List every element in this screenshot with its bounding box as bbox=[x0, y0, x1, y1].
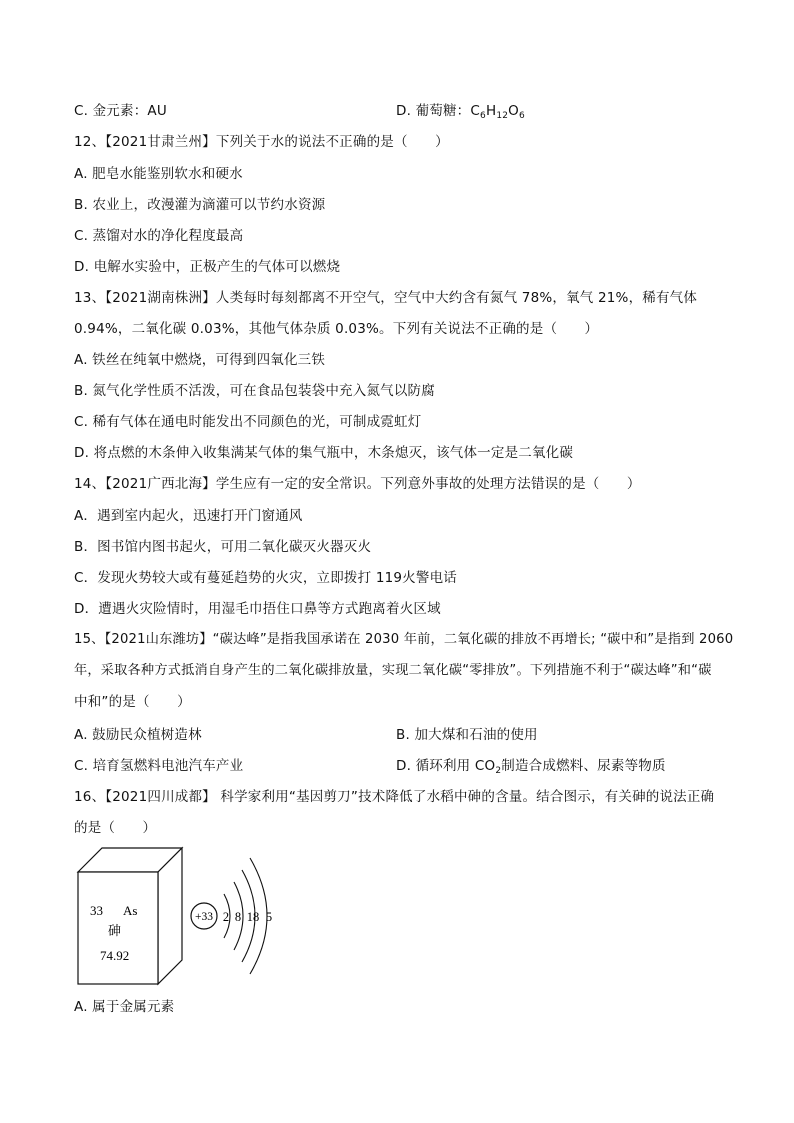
q12-option-b: B. 农业上，改漫灌为滴灌可以节约水资源 bbox=[74, 197, 326, 213]
shell-electrons-1: 2 bbox=[222, 910, 230, 924]
q15-option-row1 bbox=[74, 726, 538, 744]
q12-option-d: D. 电解水实验中，正极产生的气体可以燃烧 bbox=[74, 259, 341, 275]
q13-stem-line1: 13、【2021湖南株洲】人类每时每刻都离不开空气，空气中大约含有氮气 78%，氧气 21%，稀有气体 bbox=[74, 290, 698, 306]
q11-option-c bbox=[74, 102, 525, 121]
shell-electrons-4: 5 bbox=[265, 910, 273, 924]
q12-stem: 12、【2021甘肃兰州】下列关于水的说法不正确的是（ ） bbox=[74, 134, 449, 150]
q14-option-d: D．遭遇火灾险情时，用湿毛巾捂住口鼻等方式跑离着火区域 bbox=[74, 601, 441, 617]
q12-option-a: A. 肥皂水能鉴别软水和硬水 bbox=[74, 166, 243, 182]
q13-option-c: C. 稀有气体在通电时能发出不同颜色的光，可制成霓虹灯 bbox=[74, 414, 422, 430]
atom-structure-diagram bbox=[186, 852, 286, 976]
shell-electrons-2: 8 bbox=[234, 910, 242, 924]
q15-option-c: C. 培育氢燃料电池汽车产业 bbox=[74, 758, 244, 774]
q15-stem-line2: 年，采取各种方式抵消自身产生的二氧化碳排放量，实现二氧化碳“零排放”。下列措施不利于“碳达峰”和“碳 bbox=[74, 663, 712, 678]
q14-option-b: B．图书馆内图书起火，可用二氧化碳灭火器灭火 bbox=[74, 539, 372, 555]
q15-option-d: D. 循环利用 $CO_2$制造合成燃料、尿素等物质 bbox=[396, 758, 666, 776]
card-atomic-mass: 74.92 bbox=[100, 948, 130, 963]
q16-stem-line1: 16、【2021四川成都】 科学家利用“基因剪刀”技术降低了水稻中砷的含量。结合图示，有关砷的说法正确 bbox=[74, 789, 715, 805]
card-side-face bbox=[158, 848, 182, 984]
q15-option-a: A. 鼓励民众植树造林 bbox=[74, 727, 202, 743]
q16-option-a: A. 属于金属元素 bbox=[74, 999, 175, 1015]
q13-option-d: D. 将点燃的木条伸入收集满某气体的集气瓶中，木条熄灭，该气体一定是二氧化碳 bbox=[74, 445, 574, 461]
q14-stem: 14、【2021广西北海】学生应有一定的安全常识。下列意外事故的处理方法错误的是（ ） bbox=[74, 476, 641, 492]
q16-stem-line2: 的是（ ） bbox=[74, 820, 157, 836]
element-card-arsenic bbox=[72, 842, 192, 990]
q12-option-c: C. 蒸馏对水的净化程度最高 bbox=[74, 228, 244, 244]
q13-option-a: A. 铁丝在纯氧中燃烧，可得到四氧化三铁 bbox=[74, 352, 326, 368]
q13-stem-line2: 0.94%，二氧化碳 0.03%，其他气体杂质 0.03%。下列有关说法不正确的是（ ） bbox=[74, 321, 599, 337]
card-element-name: 砷 bbox=[108, 924, 122, 939]
q11-option-d: D. 葡萄糖：$C_6H_{12}O_6$ bbox=[396, 103, 525, 121]
q15-option-b: B. 加大煤和石油的使用 bbox=[396, 727, 538, 743]
card-symbol: As bbox=[123, 903, 138, 918]
shell-electrons-3: 18 bbox=[246, 910, 260, 924]
q11-option-c-text: C. 金元素：AU bbox=[74, 103, 167, 119]
q13-option-b: B. 氮气化学性质不活泼，可在食品包装袋中充入氮气以防腐 bbox=[74, 383, 435, 399]
q15-stem-line3: 中和”的是（ ） bbox=[74, 694, 191, 710]
q15-stem-line1: 15、【2021山东潍坊】“碳达峰”是指我国承诺在 2030 年前，二氧化碳的排放不再增长; “碳中和”是指到 2060 bbox=[74, 632, 734, 647]
q14-option-a: A．遇到室内起火，迅速打开门窗通风 bbox=[74, 508, 303, 524]
q14-option-c: C．发现火势较大或有蔓延趋势的火灾，立即拨打 119火警电话 bbox=[74, 570, 457, 586]
q15-option-row2 bbox=[74, 757, 666, 776]
nucleus-charge: +33 bbox=[195, 911, 213, 923]
card-atomic-number: 33 bbox=[90, 903, 103, 918]
